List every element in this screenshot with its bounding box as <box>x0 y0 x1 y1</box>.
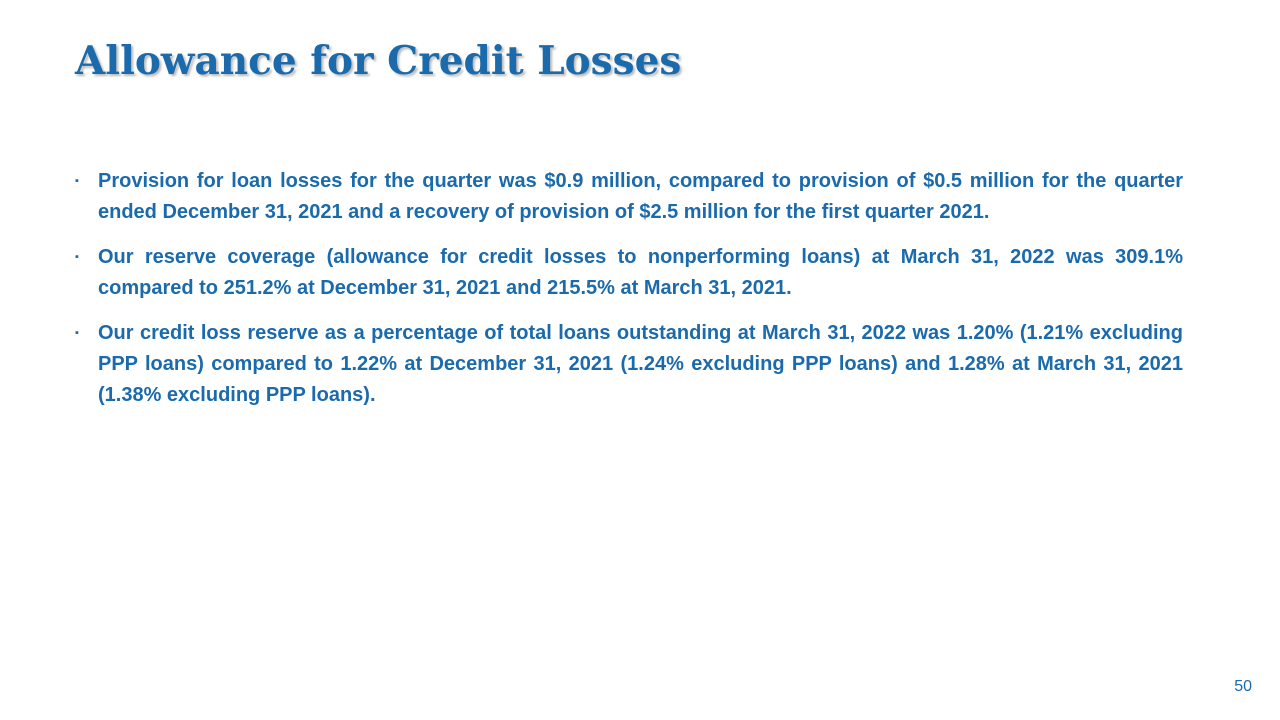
bullet-text: Our credit loss reserve as a percentage of total loans outstanding at March 31, 2022 was 1.20% (1.21% excluding PPP loans) compared to 1.22% at December 31, 2021 (1.24% excluding PPP loans) and 1.28% at March 31, 2021 (1.38% excluding PPP loans). <box>98 322 1183 406</box>
bullet-text: Our reserve coverage (allowance for credit losses to nonperforming loans) at March 31, 2022 was 309.1% compared to 251.2% at December 31, 2021 and 215.5% at March 31, 2021. <box>98 246 1183 299</box>
square-bullet-icon: ▪ <box>75 327 79 339</box>
square-bullet-icon: ▪ <box>75 251 79 263</box>
square-bullet-icon: ▪ <box>75 175 79 187</box>
slide-title: Allowance for Credit Losses <box>75 38 682 84</box>
bullet-list <box>75 166 1183 425</box>
bullet-item-provision <box>75 166 1183 228</box>
bullet-item-reserve-coverage <box>75 242 1183 304</box>
page-number: 50 <box>1234 678 1252 695</box>
bullet-text: Provision for loan losses for the quarter was $0.9 million, compared to provision of $0.5 million for the quarter ended December 31, 2021 and a recovery of provision of $2.5 million for the first quarter 2021. <box>98 170 1183 223</box>
bullet-item-credit-loss-reserve <box>75 318 1183 411</box>
